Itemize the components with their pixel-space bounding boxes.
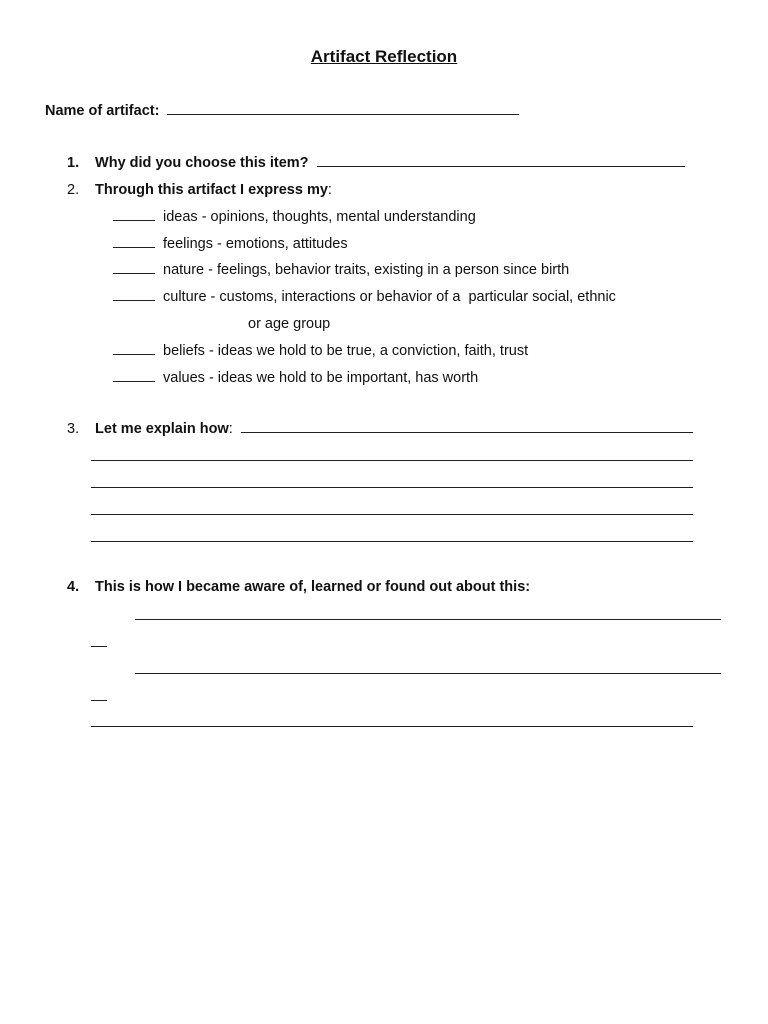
question-2-colon: : [327, 182, 332, 198]
question-1 [67, 154, 685, 172]
option-beliefs-blank[interactable] [113, 342, 155, 355]
question-1-answer-field[interactable] [317, 154, 685, 167]
question-4-answer-line-wrap[interactable] [91, 700, 107, 701]
question-2-number: 2. [67, 182, 80, 198]
question-4-answer-line[interactable] [91, 726, 693, 727]
question-3-number: 3. [67, 421, 80, 437]
option-culture-blank[interactable] [113, 288, 155, 301]
question-3-answer-line[interactable] [91, 460, 693, 461]
name-of-artifact-label: Name of artifact: [45, 103, 160, 119]
option-beliefs [113, 342, 528, 360]
question-3-answer-line[interactable] [91, 487, 693, 488]
question-1-text: Why did you choose this item? [95, 155, 309, 171]
option-feelings-label: feelings - emotions, attitudes [163, 236, 348, 252]
question-3-answer-line[interactable] [91, 541, 693, 542]
option-ideas-label: ideas - opinions, thoughts, mental understanding [163, 209, 476, 225]
option-nature-blank[interactable] [113, 261, 155, 274]
page-title: Artifact Reflection [310, 47, 458, 66]
question-3-answer-field[interactable] [241, 420, 693, 433]
option-culture-label: culture - customs, interactions or behavior of a particular social, ethnic [163, 289, 616, 305]
question-4 [67, 578, 530, 596]
option-values [113, 369, 478, 387]
question-4-answer-line[interactable] [135, 673, 721, 674]
name-of-artifact-row [45, 102, 519, 120]
question-1-number: 1. [67, 155, 80, 171]
option-feelings [113, 235, 348, 253]
question-2-text: Through this artifact I express my [95, 182, 328, 198]
option-ideas [113, 208, 476, 226]
question-3-text: Let me explain how [95, 421, 229, 437]
question-3-answer-line[interactable] [91, 514, 693, 515]
option-ideas-blank[interactable] [113, 208, 155, 221]
option-culture-continuation: or age group [248, 316, 331, 332]
question-3-colon: : [228, 421, 233, 437]
option-beliefs-label: beliefs - ideas we hold to be true, a conviction, faith, trust [163, 343, 529, 359]
question-2 [67, 181, 332, 199]
question-4-answer-line-wrap[interactable] [91, 646, 107, 647]
option-nature [113, 261, 569, 279]
option-values-label: values - ideas we hold to be important, has worth [163, 370, 479, 386]
question-4-answer-line[interactable] [135, 619, 721, 620]
question-3 [67, 420, 693, 438]
option-values-blank[interactable] [113, 369, 155, 382]
question-4-number: 4. [67, 579, 80, 595]
option-nature-label: nature - feelings, behavior traits, existing in a person since birth [163, 262, 570, 278]
option-culture [113, 288, 616, 306]
question-4-text: This is how I became aware of, learned or found out about this: [95, 579, 531, 595]
option-feelings-blank[interactable] [113, 235, 155, 248]
name-of-artifact-field[interactable] [167, 102, 519, 115]
